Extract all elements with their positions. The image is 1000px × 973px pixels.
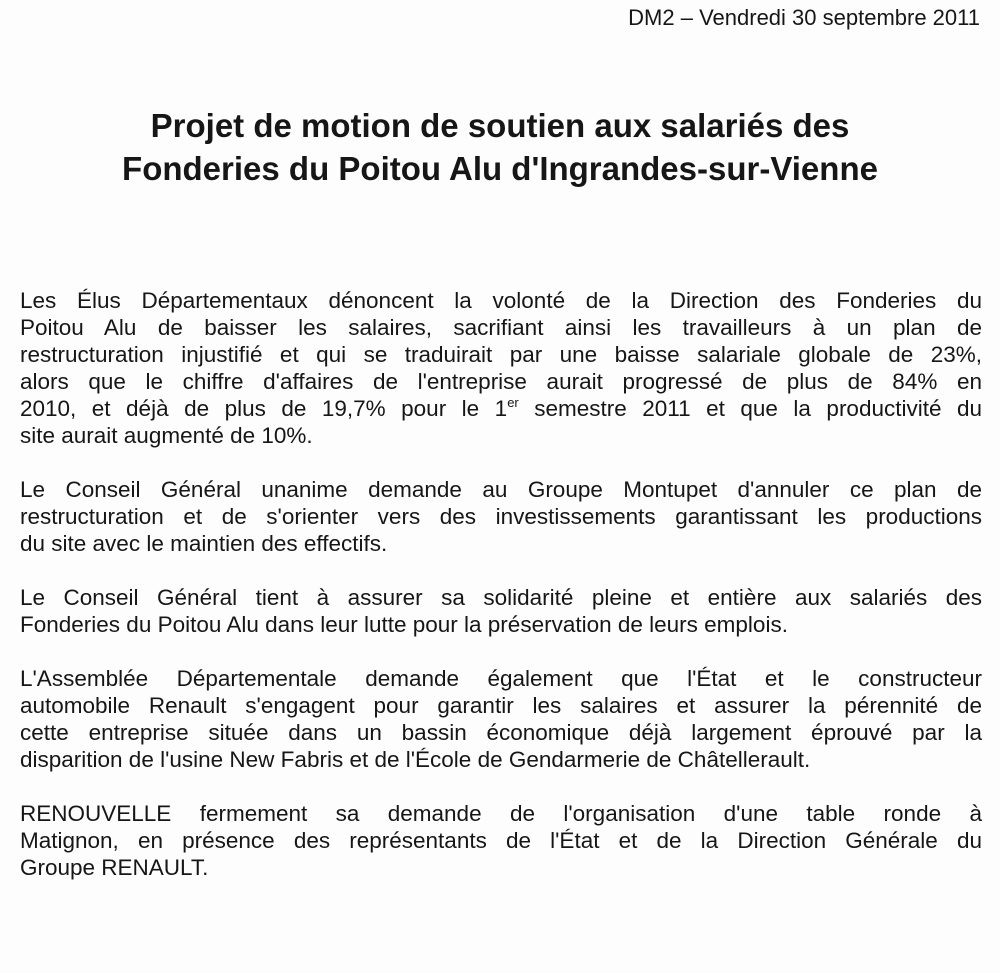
paragraph-line: cette entreprise située dans un bassin économique déjà largement éprouvé par la bbox=[20, 720, 982, 745]
paragraph-line: site aurait augmenté de 10%. bbox=[20, 423, 313, 448]
line-text-before: 2010, et déjà de plus de 19,7% pour le 1 bbox=[20, 396, 508, 421]
paragraph-line: restructuration injustifié et qui se traduirait par une baisse salariale globale de 23%, bbox=[20, 342, 982, 367]
paragraph-line: Le Conseil Général tient à assurer sa solidarité pleine et entière aux salariés des bbox=[20, 585, 982, 610]
paragraph-3 bbox=[20, 584, 982, 638]
paragraph-line: RENOUVELLE fermement sa demande de l'organisation d'une table ronde à bbox=[20, 801, 982, 826]
paragraph-line: restructuration et de s'orienter vers des investissements garantissant les productions bbox=[20, 504, 982, 529]
superscript-er: er bbox=[507, 395, 519, 410]
paragraph-1 bbox=[20, 287, 982, 449]
paragraph-line: Fonderies du Poitou Alu dans leur lutte pour la préservation de leurs emplois. bbox=[20, 612, 788, 637]
paragraph-line: Matignon, en présence des représentants de l'État et de la Direction Générale du bbox=[20, 828, 982, 853]
paragraph-5 bbox=[20, 800, 982, 881]
document-body bbox=[20, 287, 982, 908]
paragraph-2 bbox=[20, 476, 982, 557]
document-title bbox=[0, 104, 1000, 190]
line-text-after: semestre 2011 et que la productivité du bbox=[518, 396, 982, 421]
paragraph-line: disparition de l'usine New Fabris et de l'École de Gendarmerie de Châtellerault. bbox=[20, 747, 811, 772]
paragraph-line: Les Élus Départementaux dénoncent la volonté de la Direction des Fonderies du bbox=[20, 288, 982, 313]
paragraph-line: du site avec le maintien des effectifs. bbox=[20, 531, 388, 556]
paragraph-4 bbox=[20, 665, 982, 773]
paragraph-line: Groupe RENAULT. bbox=[20, 855, 209, 880]
title-line-2: Fonderies du Poitou Alu d'Ingrandes-sur-Vienne bbox=[122, 150, 878, 187]
title-line-1: Projet de motion de soutien aux salariés des bbox=[150, 107, 850, 144]
paragraph-line: automobile Renault s'engagent pour garantir les salaires et assurer la pérennité de bbox=[20, 693, 982, 718]
paragraph-line-with-superscript bbox=[20, 395, 982, 422]
paragraph-line: Le Conseil Général unanime demande au Groupe Montupet d'annuler ce plan de bbox=[20, 477, 982, 502]
paragraph-line: alors que le chiffre d'affaires de l'entreprise aurait progressé de plus de 84% en bbox=[20, 369, 982, 394]
paragraph-line: L'Assemblée Départementale demande également que l'État et le constructeur bbox=[20, 666, 982, 691]
header-date: DM2 – Vendredi 30 septembre 2011 bbox=[628, 5, 980, 30]
paragraph-line: Poitou Alu de baisser les salaires, sacrifiant ainsi les travailleurs à un plan de bbox=[20, 315, 982, 340]
